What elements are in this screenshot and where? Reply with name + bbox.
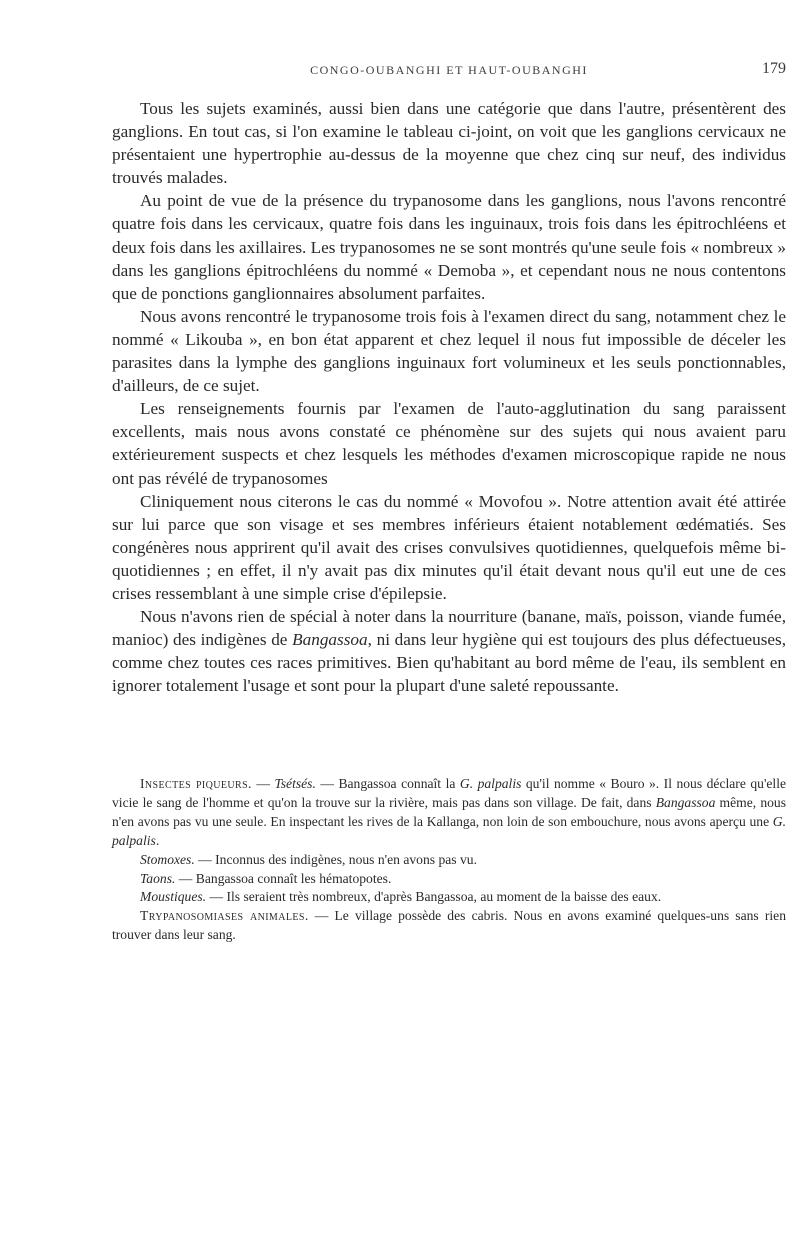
paragraph-auto-agglutination: Les renseignements fournis par l'examen de l'auto-agglutination du sang paraissent excellents, mais nous avons constaté ce phénomène sur des sujets qui nous avaient paru extérieurement suspects et chez lesquels les méthodes d'examen microscopique rapide ne nous ont pas révélé de trypanosomes [112,399,786,488]
species-name: G. palpalis [459,776,522,791]
page-number: 179 [762,60,786,77]
note-taons: Taons. — Bangassoa connaît les hématopotes. [140,870,392,886]
notes-section [112,775,786,945]
paragraph-ganglions: Tous les sujets examinés, aussi bien dans une catégorie que dans l'autre, présentèrent des ganglions. En tout cas, si l'on examine le tableau ci-joint, on voit que les ganglions cervicaux ne présentaient une hypertrophie au-dessus de la moyenne que chez cinq sur neuf, des individus trouvés malades. [112,99,786,188]
note-moustiques: Moustiques. — Ils seraient très nombreux, d'après Bangassoa, au moment de la baisse des eaux. [140,889,662,905]
note-label-taons: Taons. [140,870,176,886]
note-trypanosomiases-animales: Trypanosomiases animales. — Le village possède des cabris. Nous en avons examiné quelques-uns sans rien trouver dans leur sang. [112,908,787,943]
note-subject-tsetses: Tsétsés. [274,776,316,791]
species-name: G. palpalis [112,813,786,848]
nourriture-text-end: , ni dans leur hygiène qui est toujours des plus défectueuses, comme chez toutes ces races primitives. Bien qu'habitant au bord même de l'eau, ils semblent en ignorer totalement l'usage et sont pour la plupart d'une saleté repoussante. [112,630,787,696]
note-label-stomoxes: Stomoxes. [140,851,195,867]
note-label-moustiques: Moustiques. [140,889,207,905]
note-heading-trypanosomiases: Trypanosomiases animales. [140,908,309,924]
main-text [112,97,786,697]
note-insectes-piqueurs: Insectes piqueurs. — Tsétsés. — Bangassoa connaît la G. palpalis qu'il nomme « Bouro ». Il nous déclare qu'elle vicie le sang de l'homme et qu'on la trouve sur la rivière, mais pas dans son village. De fait, dans Bangassoa même, nous n'en avons pas vu une seule. En inspectant les rives de la Kallanga, non loin de son embouchure, nous avons aperçu une G. palpalis. [112,776,787,848]
place-name: Bangassoa [655,794,716,810]
page-header [112,60,786,85]
paragraph-trypanosome-ganglions: Au point de vue de la présence du trypanosome dans les ganglions, nous l'avons rencontré quatre fois dans les cervicaux, quatre fois dans les inguinaux, trois fois dans les épitrochléens et deux fois dans les axillaires. Les trypanosomes ne se sont montrés qu'une seule fois « nombreux » dans les ganglions épitrochléens du nommé « Demoba », et cependant nous ne nous contentons que de ponctions ganglionnaires absolument parfaites. [112,191,786,303]
nourriture-text-start: Nous n'avons rien de spécial à noter dans la nourriture (banane, maïs, poisson, viande fumée, manioc) des indigènes de [112,607,786,650]
paragraph-cas-movofou: Cliniquement nous citerons le cas du nommé « Movofou ». Notre attention avait été attirée sur lui parce que son visage et ses membres inférieurs étaient notablement œdématiés. Ses congénères nous apprirent qu'il avait des crises convulsives quotidiennes, quelquefois même bi-quotidiennes ; en effet, il n'y avait pas dix minutes qu'il était devant nous qu'il eut une de ces crises ressemblant à une simple crise d'épilepsie. [112,491,786,603]
paragraph-nourriture [112,605,786,697]
note-heading-insectes: Insectes piqueurs. [140,776,252,791]
paragraph-examen-sang: Nous avons rencontré le trypanosome trois fois à l'examen direct du sang, notamment chez le nommé « Likouba », en bon état apparent et chez lequel il nous fut impossible de déceler les parasites dans la lymphe des ganglions inguinaux fort volumineux et les seuls ponctionnables, d'ailleurs, de ce sujet. [112,306,786,396]
note-stomoxes: Stomoxes. — Inconnus des indigènes, nous n'en avons pas vu. [140,851,477,867]
place-name-bangassoa: Bangassoa [292,630,368,650]
running-title: CONGO-OUBANGHI ET HAUT-OUBANGHI [310,63,588,77]
